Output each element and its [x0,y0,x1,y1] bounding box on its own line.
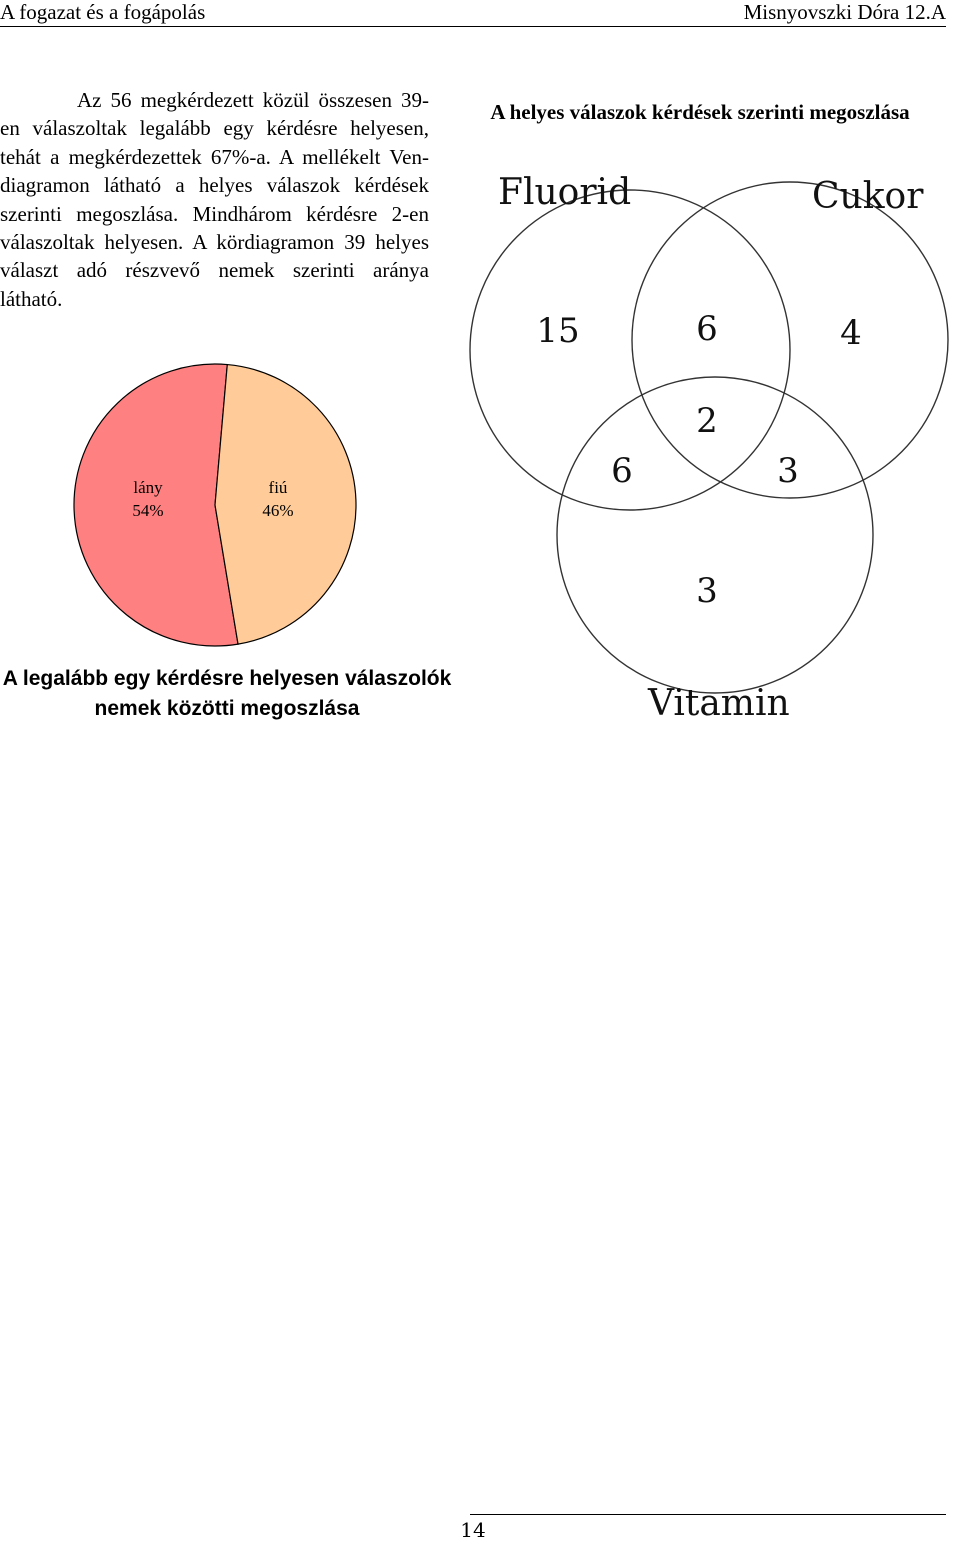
pie-label-fiu-name: fiú [268,478,288,497]
venn-region-cukor-only: 4 [840,313,862,353]
header-right: Misnyovszki Dóra 12.A [743,0,946,24]
pie-label-lany-name: lány [133,478,163,497]
header-left: A fogazat és a fogápolás [0,0,206,24]
pie-caption: A legalább egy kérdésre helyesen válaszolók nemek közötti megoszlása [2,667,452,720]
intro-paragraph: Az 56 megkérdezett közül összesen 39-en válaszoltak legalább egy kérdésre helyesen, tehát a megkérdezettek 67%-a. A mellékelt Ven-diagramon látható a helyes válaszok kérdések szerinti megoszlása. Mindhárom kérdésre 2-en válaszoltak helyesen. A kördiagramon 39 helyes választ adó részvevő nemek szerinti aránya látható. [0,88,429,311]
pie-label-fiu-value: 46% [262,501,294,520]
page-number: 14 [460,1518,486,1542]
venn-diagram [460,160,960,730]
venn-region-fluorid-cukor: 6 [696,309,718,349]
footer-rule [470,1514,946,1515]
venn-region-cukor-vitamin: 3 [777,451,799,491]
pie-label-lany-value: 54% [132,501,164,520]
venn-set-label-vitamin: Vitamin [648,683,790,724]
venn-region-all-three: 2 [696,401,718,441]
venn-region-fluorid-only: 15 [536,311,580,351]
pie-chart [60,350,370,660]
venn-region-vitamin-only: 3 [696,571,718,611]
header-rule [0,26,946,27]
venn-region-fluorid-vitamin: 6 [611,451,633,491]
venn-set-label-fluorid: Fluorid [498,172,632,213]
venn-set-label-cukor: Cukor [812,176,924,217]
venn-title: A helyes válaszok kérdések szerinti megoszlása [490,100,910,124]
